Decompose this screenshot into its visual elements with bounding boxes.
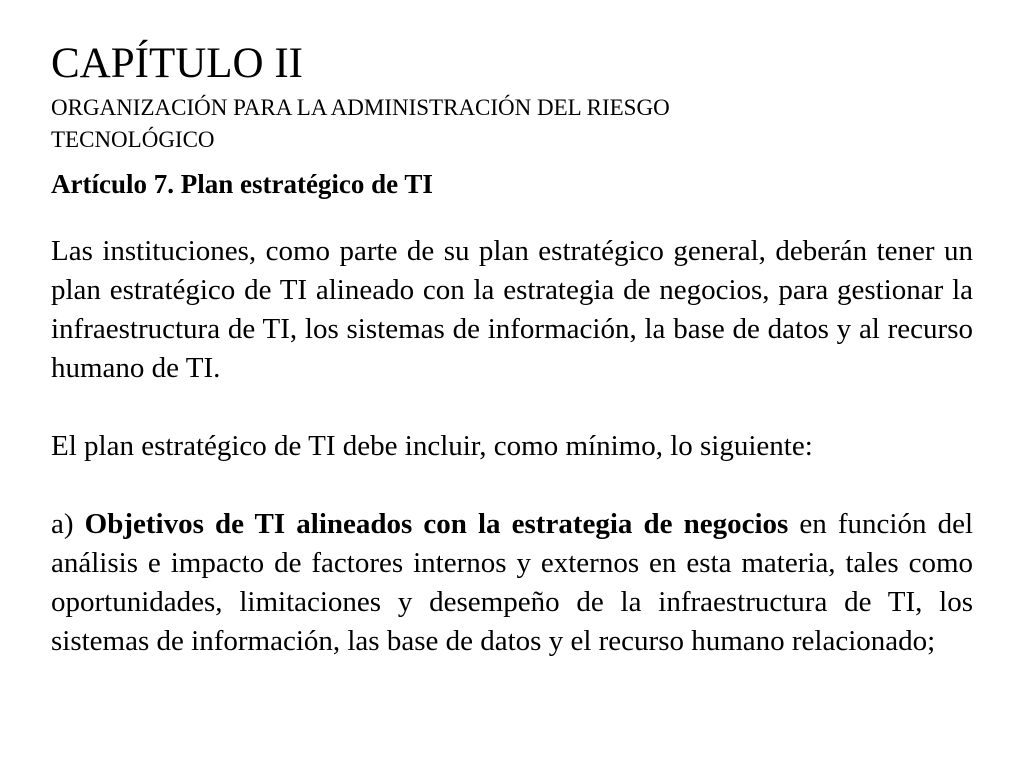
spacer <box>51 466 973 505</box>
document-page <box>51 36 973 661</box>
chapter-title: CAPÍTULO II <box>51 40 303 87</box>
list-item-a-bold: Objetivos de TI alineados con la estrategia de negocios <box>84 508 789 540</box>
list-item-a-prefix: a) <box>51 508 85 540</box>
article-title: Artículo 7. Plan estratégico de TI <box>51 169 433 199</box>
article-paragraph-2: El plan estratégico de TI debe incluir, como mínimo, lo siguiente: <box>51 430 813 462</box>
list-item-a-text: en función del análisis e impacto de factores internos y externos en esta materia, tales como oportunidades, limitaciones y desempeño de la infraestructura de TI, los sistemas de información, las base de datos y el recurso humano relacionado; <box>51 508 974 657</box>
article-paragraph-1: Las instituciones, como parte de su plan estratégico general, deberán tener un plan estratégico de TI alineado con la estrategia de negocios, para gestionar la infraestructura de TI, los sistemas de información, la base de datos y al recurso humano de TI. <box>51 235 973 384</box>
chapter-subtitle-line1: ORGANIZACIÓN PARA LA ADMINISTRACIÓN DEL RIESGO <box>51 95 670 120</box>
spacer <box>51 388 973 427</box>
chapter-subtitle-line2: TECNOLÓGICO <box>51 127 215 152</box>
spacer <box>51 202 973 232</box>
list-item-a <box>51 505 973 661</box>
